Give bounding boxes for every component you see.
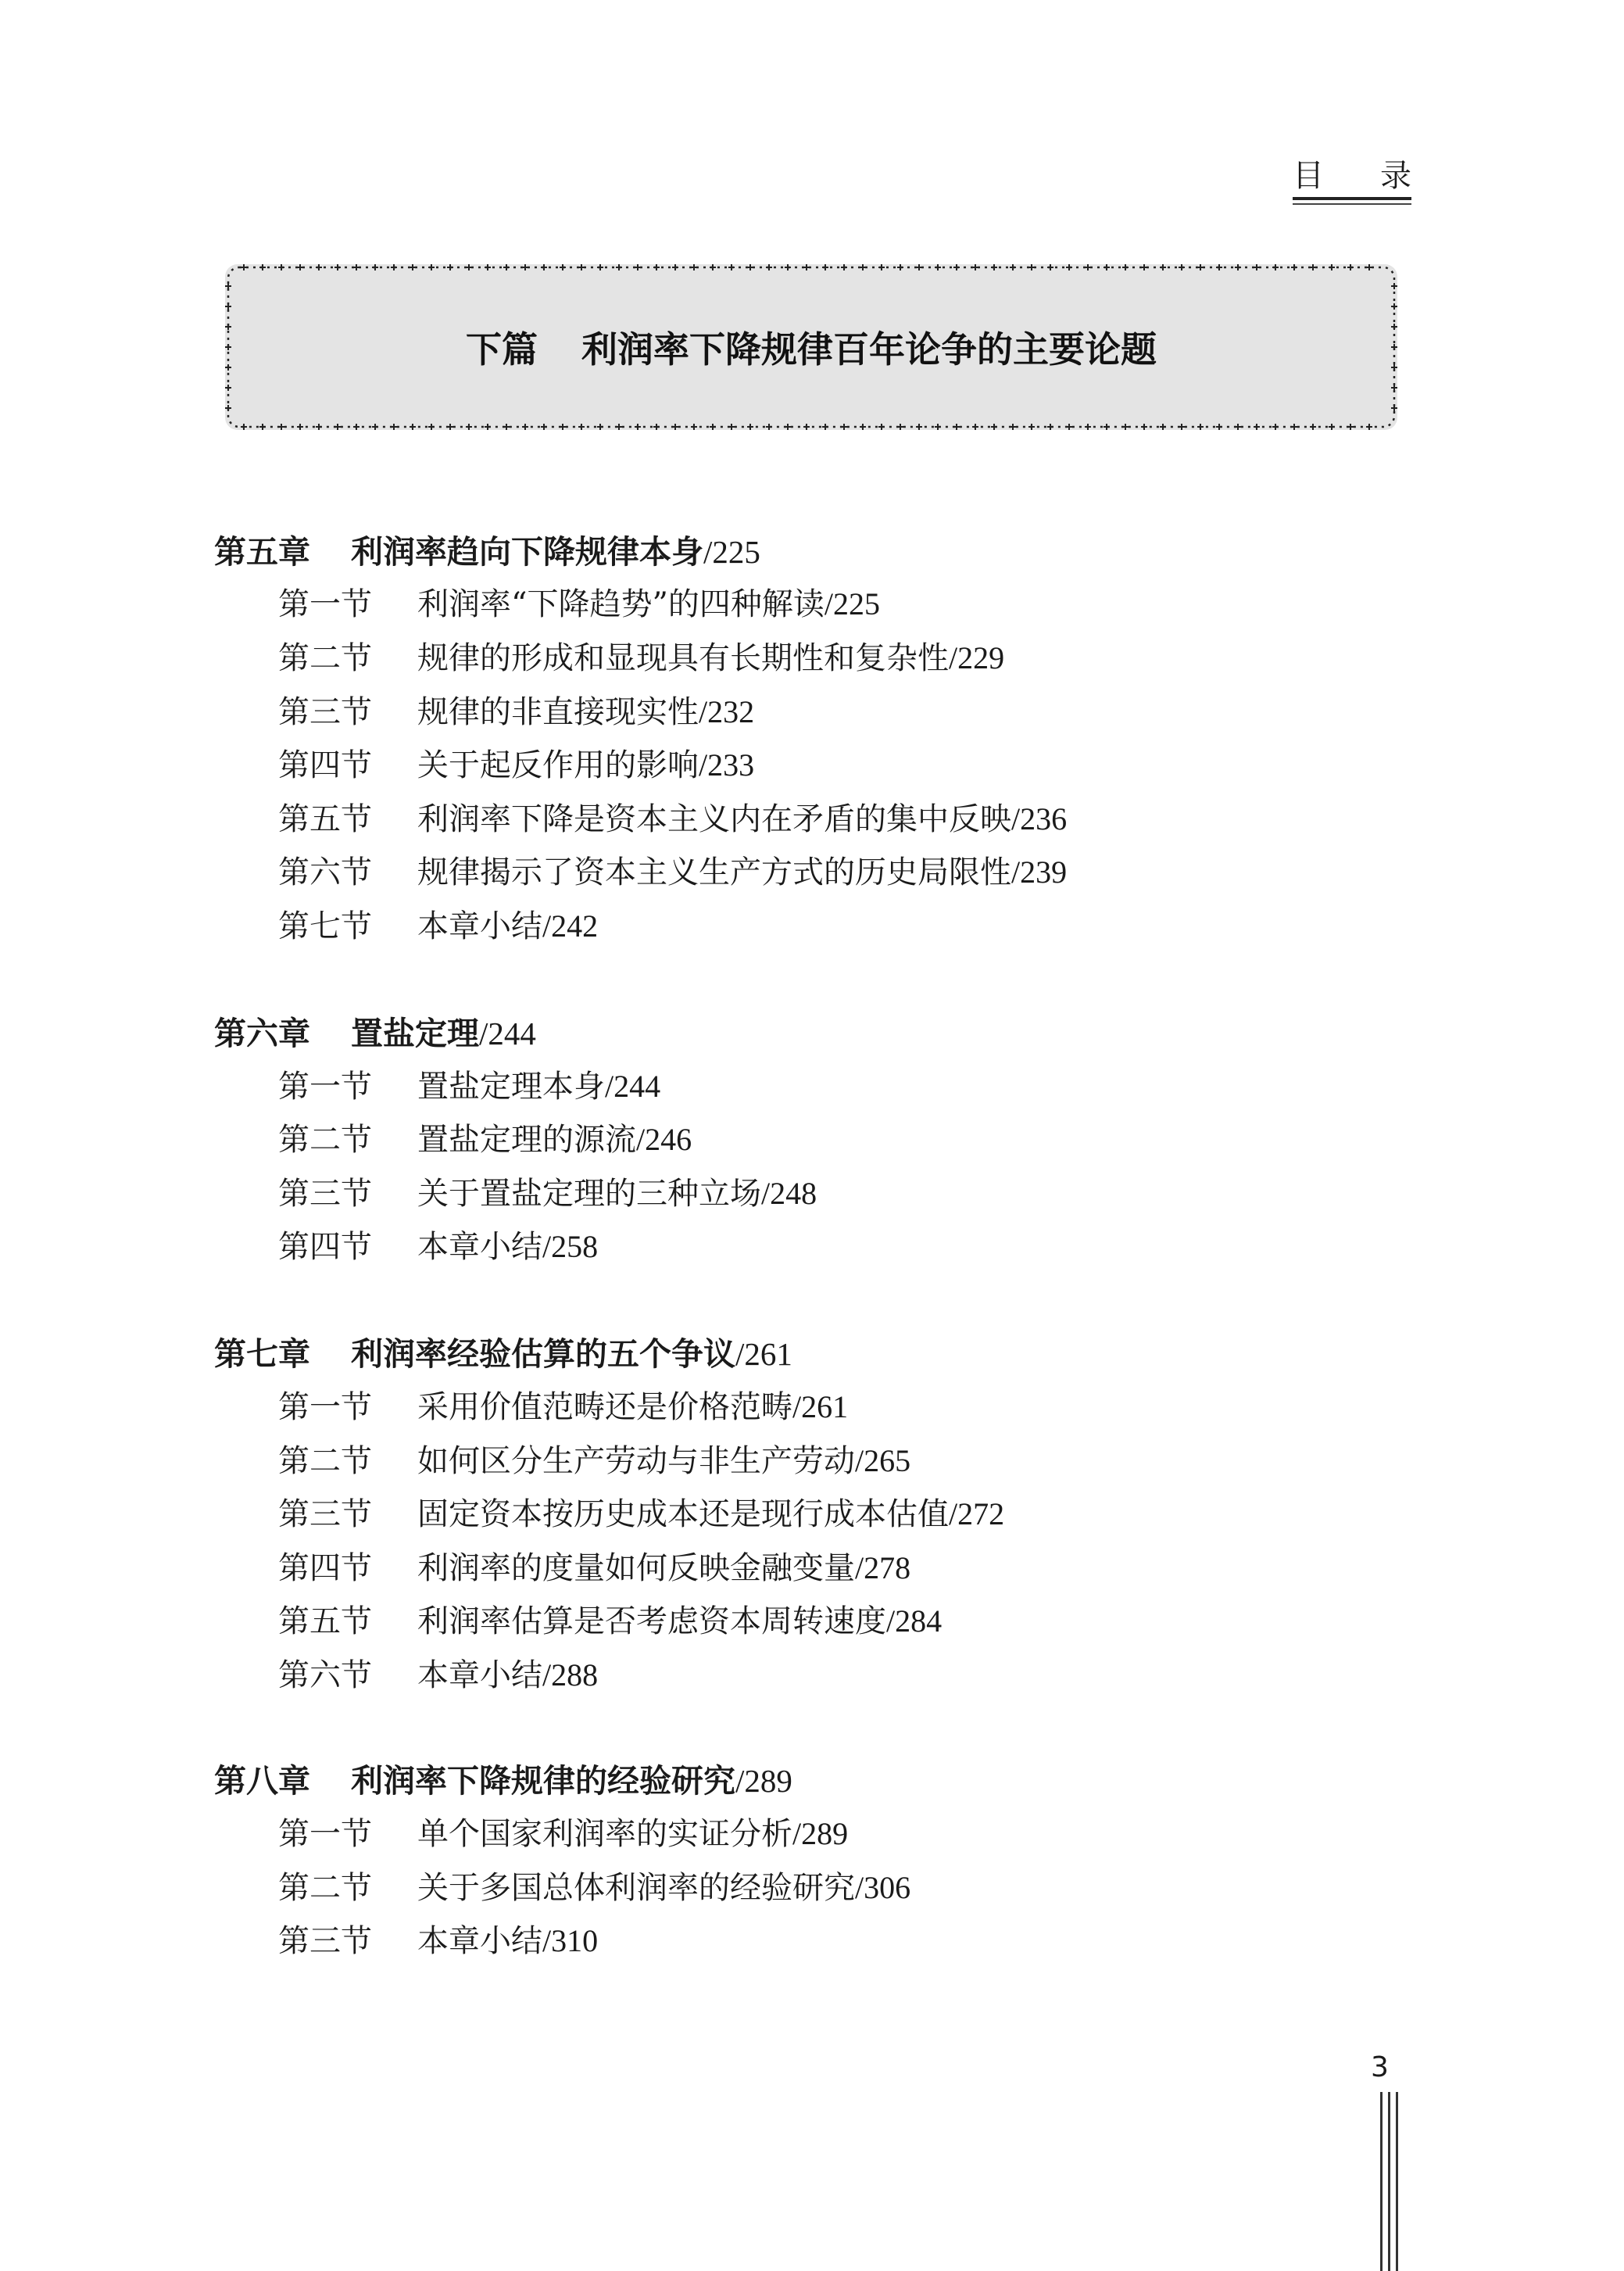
section-number: 第一节: [278, 1389, 372, 1425]
section-page: /265: [855, 1443, 911, 1478]
chapter-page: /261: [735, 1336, 792, 1372]
chapter-page: /244: [479, 1016, 536, 1051]
section-number: 第一节: [278, 1069, 372, 1105]
section-entry[interactable]: [278, 742, 754, 789]
section-page: /239: [1011, 854, 1068, 890]
section-title: 固定资本按历史成本还是现行成本估值: [417, 1496, 949, 1532]
part-title: [225, 264, 1397, 430]
section-title: 规律的非直接现实性: [417, 694, 699, 730]
section-page: /225: [824, 586, 881, 621]
section-entry[interactable]: [278, 903, 598, 950]
section-page: /310: [542, 1923, 599, 1958]
chapter-number: 第五章: [214, 533, 310, 571]
section-entry[interactable]: [278, 1811, 848, 1857]
section-number: 第七节: [278, 908, 372, 944]
running-head: [1293, 156, 1411, 203]
chapter-entry[interactable]: [214, 1331, 792, 1377]
section-page: /232: [699, 694, 755, 729]
section-title: 利润率的度量如何反映金融变量: [417, 1550, 855, 1586]
section-number: 第四节: [278, 1229, 372, 1265]
chapter-number: 第七章: [214, 1335, 310, 1373]
section-entry[interactable]: [278, 1170, 817, 1217]
section-number: 第一节: [278, 1816, 372, 1852]
section-entry[interactable]: [278, 1438, 910, 1485]
section-entry[interactable]: [278, 1652, 598, 1699]
section-title: 利润率下降是资本主义内在矛盾的集中反映: [417, 801, 1011, 837]
section-page: /258: [542, 1229, 599, 1264]
section-title: 本章小结: [417, 1229, 542, 1265]
section-number: 第四节: [278, 1550, 372, 1586]
section-page: /233: [699, 747, 755, 783]
section-page: /229: [949, 640, 1005, 675]
section-entry[interactable]: [278, 689, 754, 736]
section-entry[interactable]: [278, 581, 880, 628]
section-entry[interactable]: [278, 1491, 1004, 1538]
section-entry[interactable]: [278, 1918, 598, 1965]
section-title: 采用价值范畴还是价格范畴: [417, 1389, 792, 1425]
section-number: 第五节: [278, 801, 372, 837]
section-entry[interactable]: [278, 849, 1067, 896]
section-entry[interactable]: [278, 1384, 848, 1431]
section-title: 本章小结: [417, 908, 542, 944]
section-number: 第三节: [278, 694, 372, 730]
section-title: 置盐定理的源流: [417, 1122, 636, 1158]
section-number: 第四节: [278, 747, 372, 783]
chapter-title: 利润率经验估算的五个争议: [351, 1335, 735, 1373]
section-title: 关于多国总体利润率的经验研究: [417, 1870, 855, 1906]
edge-line: [1388, 2092, 1390, 2271]
section-number: 第五节: [278, 1603, 372, 1639]
chapter-title: 利润率趋向下降规律本身: [351, 533, 703, 571]
section-page: /288: [542, 1657, 599, 1693]
section-number: 第二节: [278, 640, 372, 676]
section-page: /248: [761, 1176, 817, 1211]
running-head-right: 录: [1380, 158, 1411, 194]
section-page: /246: [636, 1122, 692, 1157]
section-number: 第六节: [278, 854, 372, 890]
chapter-entry[interactable]: [214, 1757, 792, 1804]
running-head-text: [1293, 156, 1411, 195]
section-title: 置盐定理本身: [417, 1069, 605, 1105]
section-title: 如何区分生产劳动与非生产劳动: [417, 1443, 855, 1479]
section-title: 关于起反作用的影响: [417, 747, 699, 783]
chapter-entry[interactable]: [214, 528, 760, 575]
section-entry[interactable]: [278, 1864, 910, 1911]
part-banner: [225, 264, 1397, 430]
chapter-entry[interactable]: [214, 1010, 536, 1057]
section-page: /289: [792, 1816, 849, 1851]
section-entry[interactable]: [278, 1598, 942, 1645]
section-page: /278: [855, 1550, 911, 1585]
edge-line: [1396, 2092, 1398, 2271]
section-page: /306: [855, 1870, 911, 1905]
section-number: 第三节: [278, 1496, 372, 1532]
section-number: 第一节: [278, 586, 372, 622]
running-head-rule-thin: [1293, 203, 1411, 205]
chapter-number: 第六章: [214, 1015, 310, 1052]
section-title: 本章小结: [417, 1923, 542, 1959]
section-title: 利润率“下降趋势”的四种解读: [417, 586, 825, 622]
section-title: 关于置盐定理的三种立场: [417, 1176, 761, 1212]
section-title: 单个国家利润率的实证分析: [417, 1816, 792, 1852]
section-number: 第三节: [278, 1923, 372, 1959]
section-page: /272: [949, 1496, 1005, 1531]
section-entry[interactable]: [278, 796, 1067, 843]
section-title: 规律的形成和显现具有长期性和复杂性: [417, 640, 949, 676]
section-number: 第二节: [278, 1443, 372, 1479]
section-page: /242: [542, 908, 599, 944]
section-entry[interactable]: [278, 1116, 692, 1163]
section-entry[interactable]: [278, 1545, 910, 1592]
part-label: 下篇: [466, 328, 538, 371]
section-page: /261: [792, 1389, 849, 1424]
section-number: 第二节: [278, 1122, 372, 1158]
chapter-title: 置盐定理: [351, 1015, 479, 1052]
section-number: 第六节: [278, 1657, 372, 1693]
section-title: 本章小结: [417, 1657, 542, 1693]
section-title: 规律揭示了资本主义生产方式的历史局限性: [417, 854, 1011, 890]
section-number: 第三节: [278, 1176, 372, 1212]
chapter-title: 利润率下降规律的经验研究: [351, 1762, 735, 1800]
running-head-rule: [1293, 197, 1411, 200]
part-title-text: 利润率下降规律百年论争的主要论题: [581, 328, 1157, 371]
section-number: 第二节: [278, 1870, 372, 1906]
chapter-page: /289: [735, 1763, 792, 1799]
edge-line: [1380, 2092, 1383, 2271]
section-title: 利润率估算是否考虑资本周转速度: [417, 1603, 886, 1639]
section-page: /244: [605, 1069, 661, 1104]
section-entry[interactable]: [278, 1223, 598, 1270]
chapter-page: /225: [703, 534, 760, 570]
section-page: /284: [886, 1603, 943, 1639]
chapter-number: 第八章: [214, 1762, 310, 1800]
section-page: /236: [1011, 801, 1068, 836]
section-entry[interactable]: [278, 1063, 660, 1110]
running-head-left: 目: [1293, 158, 1324, 194]
page-number: 3: [1371, 2051, 1389, 2083]
section-entry[interactable]: [278, 635, 1004, 682]
